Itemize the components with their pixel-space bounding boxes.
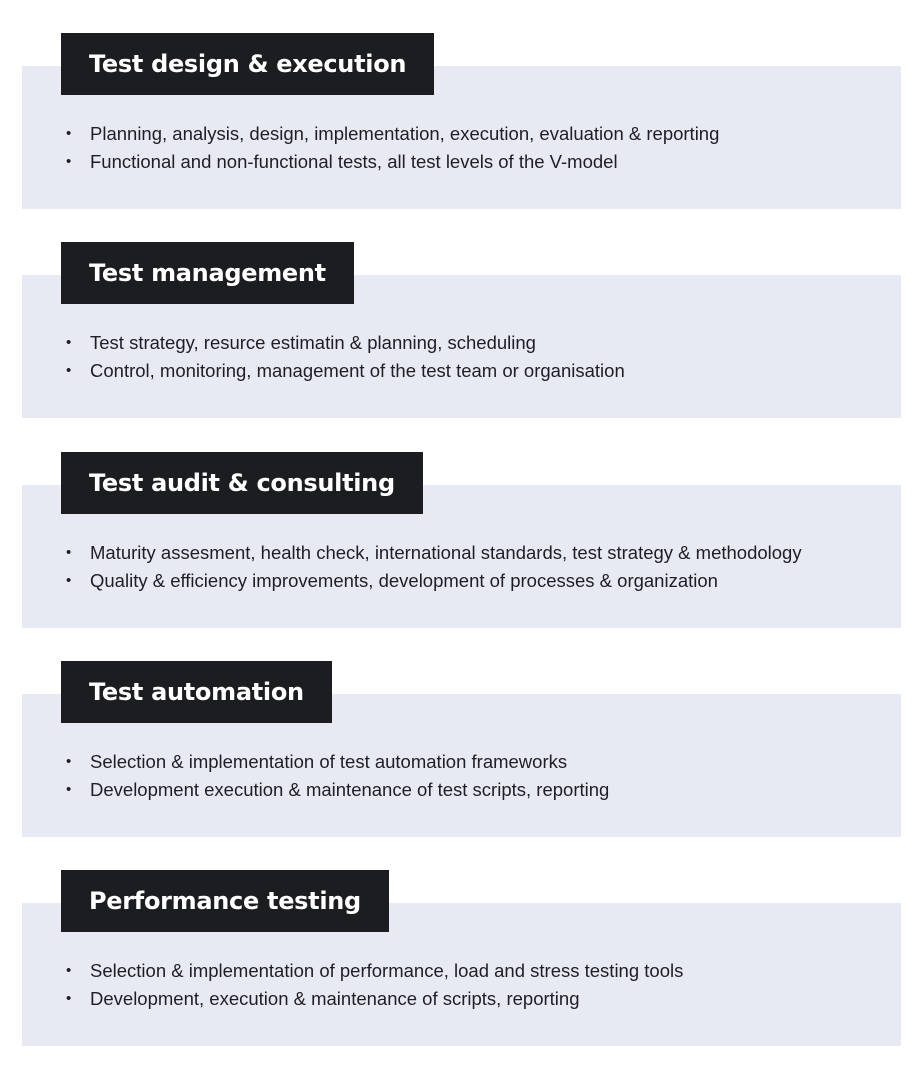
bullet-item: • Functional and non-functional tests, all test levels of the V-model: [62, 148, 719, 176]
bullet-item: • Maturity assesment, health check, international standards, test strategy & methodology: [62, 539, 802, 567]
section-title: Test design & execution: [61, 33, 434, 95]
bullet-item: • Planning, analysis, design, implementation, execution, evaluation & reporting: [62, 120, 719, 148]
bullet-item: • Quality & efficiency improvements, development of processes & organization: [62, 567, 802, 595]
service-section-test-automation: [0, 661, 923, 836]
bullet-item: • Selection & implementation of performance, load and stress testing tools: [62, 957, 683, 985]
service-section-performance-testing: [0, 870, 923, 1045]
bullet-item: • Test strategy, resurce estimatin & planning, scheduling: [62, 329, 625, 357]
bullet-list: [62, 120, 719, 176]
bullet-item: • Development execution & maintenance of test scripts, reporting: [62, 776, 609, 804]
section-title: Test audit & consulting: [61, 452, 423, 514]
service-section-test-audit: [0, 452, 923, 627]
bullet-list: [62, 957, 683, 1013]
bullet-item: • Development, execution & maintenance of scripts, reporting: [62, 985, 683, 1013]
section-title: Test automation: [61, 661, 332, 723]
service-section-test-design: [0, 33, 923, 208]
service-section-test-management: [0, 242, 923, 417]
section-title: Performance testing: [61, 870, 389, 932]
bullet-item: • Control, monitoring, management of the test team or organisation: [62, 357, 625, 385]
section-title: Test management: [61, 242, 354, 304]
bullet-list: [62, 329, 625, 385]
bullet-list: [62, 539, 802, 595]
bullet-list: [62, 748, 609, 804]
bullet-item: • Selection & implementation of test automation frameworks: [62, 748, 609, 776]
